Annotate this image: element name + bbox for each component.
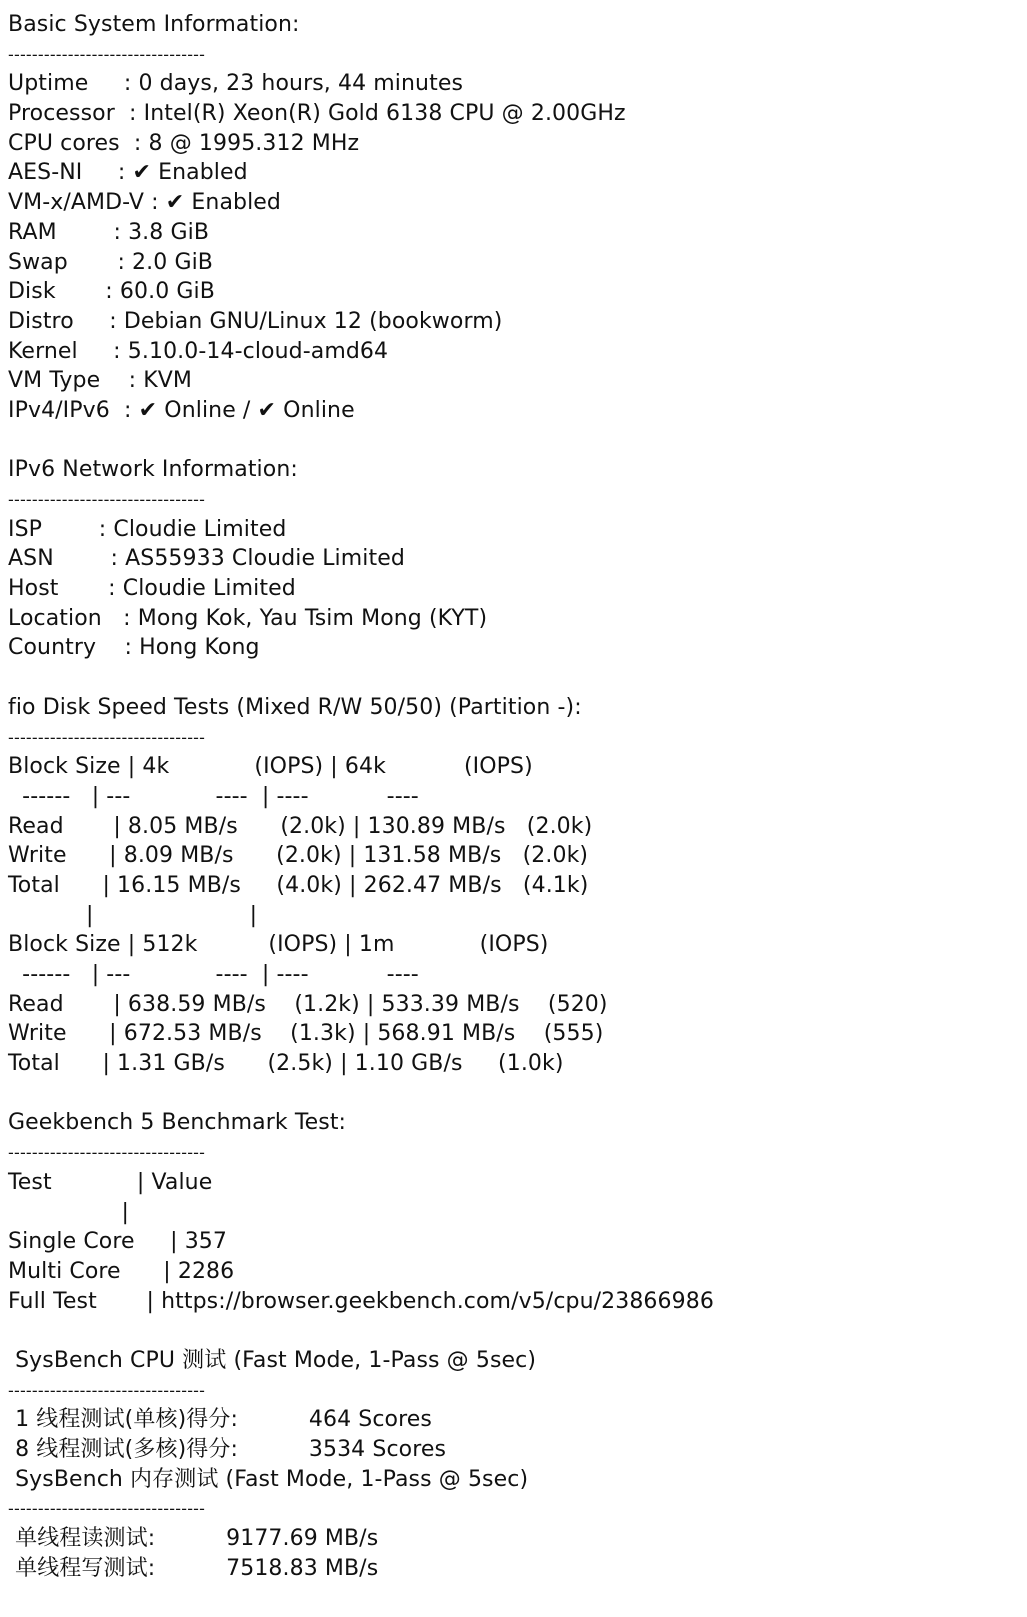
processor-line: Processor : Intel(R) Xeon(R) Gold 6138 CPU @ 2.00GHz [8, 101, 626, 127]
separator-line: --------------------------------- [8, 1380, 206, 1400]
asn-line: ASN : AS55933 Cloudie Limited [8, 546, 405, 572]
section-title-sysbench-memory: SysBench 内存测试 (Fast Mode, 1-Pass @ 5sec) [8, 1466, 529, 1492]
sysbench-8-thread: 8 线程测试(多核)得分: 3534 Scores [8, 1437, 447, 1462]
blank-line [8, 1079, 1027, 1109]
blank-line [8, 426, 1027, 456]
blank-line [8, 1316, 1027, 1346]
isp-line: ISP : Cloudie Limited [8, 516, 287, 542]
fio-read-4k-64k: Read | 8.05 MB/s (2.0k) | 130.89 MB/s (2.0k) [8, 813, 593, 839]
host-line: Host : Cloudie Limited [8, 576, 296, 602]
ram-line: RAM : 3.8 GiB [8, 219, 210, 245]
separator-line: --------------------------------- [8, 1499, 206, 1519]
fio-write-4k-64k: Write | 8.09 MB/s (2.0k) | 131.58 MB/s (2.0k) [8, 843, 589, 869]
fio-header-4k-64k: Block Size | 4k (IOPS) | 64k (IOPS) [8, 754, 533, 780]
fio-read-512k-1m: Read | 638.59 MB/s (1.2k) | 533.39 MB/s (520) [8, 991, 608, 1017]
geekbench-single-core: Single Core | 357 [8, 1229, 228, 1255]
fio-divider: ------ | --- ---- | ---- ---- [8, 783, 419, 809]
kernel-line: Kernel : 5.10.0-14-cloud-amd64 [8, 338, 389, 364]
fio-total-512k-1m: Total | 1.31 GB/s (2.5k) | 1.10 GB/s (1.0k) [8, 1051, 564, 1077]
geekbench-full-test: Full Test | https://browser.geekbench.com/v5/cpu/23866986 [8, 1288, 714, 1314]
geekbench-header: Test | Value [8, 1169, 213, 1195]
section-title-ipv6-network: IPv6 Network Information: [8, 457, 298, 483]
sysbench-mem-read: 单线程读测试: 9177.69 MB/s [8, 1526, 379, 1552]
location-line: Location : Mong Kok, Yau Tsim Mong (KYT) [8, 605, 488, 631]
section-title-basic-system: Basic System Information: [8, 12, 300, 37]
disk-line: Disk : 60.0 GiB [8, 279, 215, 305]
distro-line: Distro : Debian GNU/Linux 12 (bookworm) [8, 308, 503, 334]
fio-write-512k-1m: Write | 672.53 MB/s (1.3k) | 568.91 MB/s (555) [8, 1021, 604, 1047]
vm-type-line: VM Type : KVM [8, 368, 192, 394]
aes-ni-line: AES-NI : ✔ Enabled [8, 160, 248, 186]
fio-spacer: | | [8, 902, 258, 928]
country-line: Country : Hong Kong [8, 635, 260, 661]
separator-line: --------------------------------- [8, 727, 206, 747]
sysbench-1-thread: 1 线程测试(单核)得分: 464 Scores [8, 1407, 432, 1433]
fio-divider: ------ | --- ---- | ---- ---- [8, 962, 419, 987]
fio-total-4k-64k: Total | 16.15 MB/s (4.0k) | 262.47 MB/s (4.1k) [8, 872, 589, 898]
section-title-sysbench-cpu: SysBench CPU 测试 (Fast Mode, 1-Pass @ 5sec) [8, 1347, 537, 1373]
section-title-geekbench: Geekbench 5 Benchmark Test: [8, 1110, 347, 1136]
blank-line [8, 663, 1027, 693]
separator-line: --------------------------------- [8, 1143, 206, 1163]
cpu-cores-line: CPU cores : 8 @ 1995.312 MHz [8, 130, 360, 156]
uptime-line: Uptime : 0 days, 23 hours, 44 minutes [8, 71, 464, 97]
sysbench-mem-write: 单线程写测试: 7518.83 MB/s [8, 1555, 379, 1581]
fio-header-512k-1m: Block Size | 512k (IOPS) | 1m (IOPS) [8, 932, 549, 958]
geekbench-multi-core: Multi Core | 2286 [8, 1258, 235, 1284]
vmx-amdv-line: VM-x/AMD-V : ✔ Enabled [8, 190, 281, 216]
swap-line: Swap : 2.0 GiB [8, 249, 213, 275]
separator-line: --------------------------------- [8, 44, 206, 64]
geekbench-spacer: | [8, 1199, 130, 1225]
section-title-fio: fio Disk Speed Tests (Mixed R/W 50/50) (Partition -): [8, 694, 582, 720]
ipv4-ipv6-line: IPv4/IPv6 : ✔ Online / ✔ Online [8, 397, 355, 423]
separator-line: --------------------------------- [8, 490, 206, 509]
